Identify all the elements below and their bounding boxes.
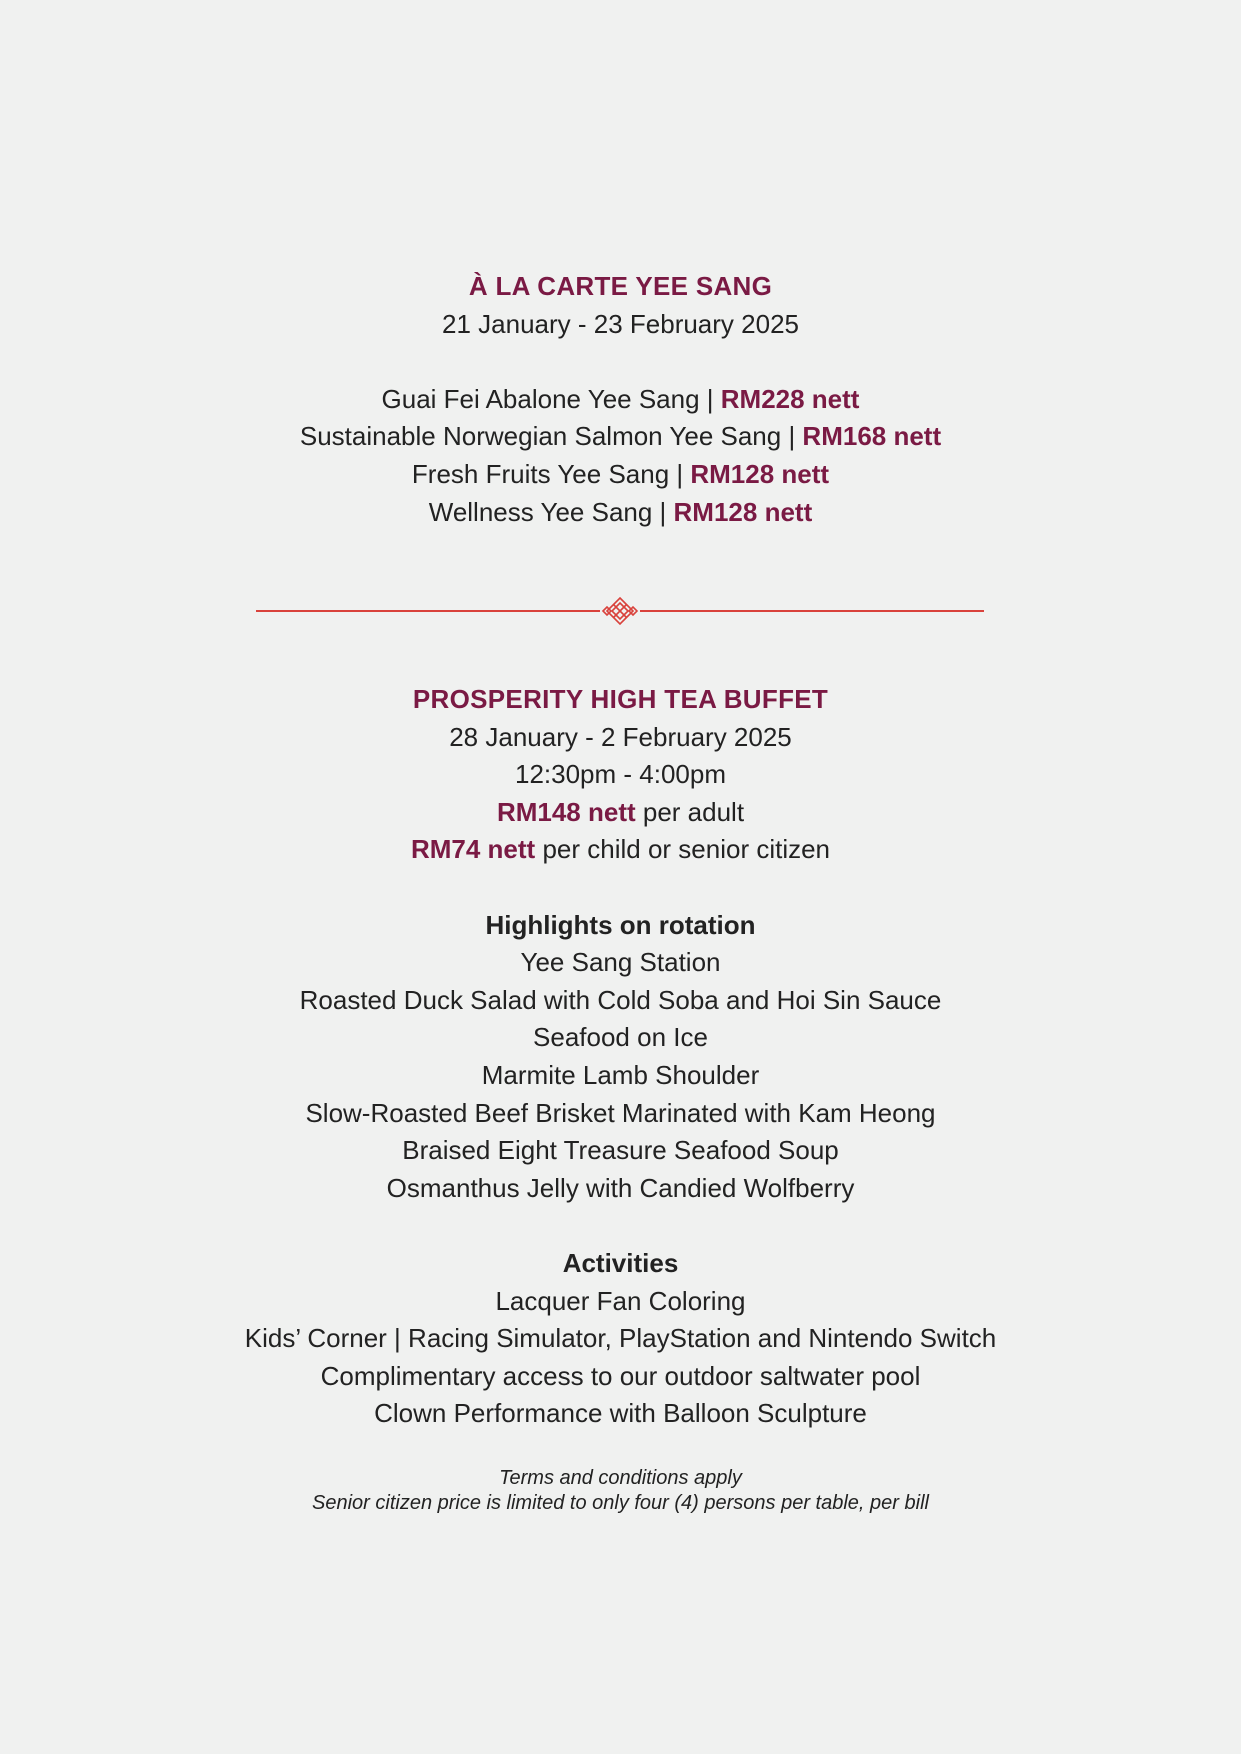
hightea-child-price xyxy=(0,831,1241,869)
price-suffix: per adult xyxy=(635,796,745,827)
activity-item: Complimentary access to our outdoor saltwater pool xyxy=(320,1360,921,1391)
highlight-item: Marmite Lamb Shoulder xyxy=(481,1059,760,1090)
price: RM148 nett xyxy=(496,796,636,827)
hightea-dates: 28 January - 2 February 2025 xyxy=(449,721,792,752)
hightea-time: 12:30pm - 4:00pm xyxy=(514,759,726,790)
item-price: RM228 nett xyxy=(720,383,860,414)
hightea-heading: PROSPERITY HIGH TEA BUFFET xyxy=(412,684,829,714)
price: RM74 nett xyxy=(410,834,536,865)
item-name: Sustainable Norwegian Salmon Yee Sang | xyxy=(299,421,803,452)
price-suffix: per child or senior citizen xyxy=(535,834,831,865)
highlight-item: Slow-Roasted Beef Brisket Marinated with Kam Heong xyxy=(305,1097,936,1128)
alacarte-item-fruits xyxy=(0,456,1241,494)
terms-section xyxy=(0,1466,1241,1516)
endless-knot-icon xyxy=(603,598,637,624)
alacarte-item-wellness xyxy=(0,494,1241,532)
highlight-item: Yee Sang Station xyxy=(520,947,721,978)
activity-item: Clown Performance with Balloon Sculpture xyxy=(374,1398,867,1429)
hightea-adult-price xyxy=(0,794,1241,832)
item-price: RM168 nett xyxy=(802,421,942,452)
terms-line: Terms and conditions apply xyxy=(499,1467,742,1489)
hightea-section xyxy=(0,681,1241,1433)
highlight-item: Seafood on Ice xyxy=(533,1022,708,1053)
highlight-item: Osmanthus Jelly with Candied Wolfberry xyxy=(386,1172,855,1203)
activity-item: Lacquer Fan Coloring xyxy=(495,1285,746,1316)
activity-item: Kids’ Corner | Racing Simulator, PlayStation and Nintendo Switch xyxy=(244,1323,997,1354)
alacarte-item-abalone xyxy=(0,381,1241,419)
activities-title: Activities xyxy=(562,1247,679,1278)
senior-limit-note: Senior citizen price is limited to only four (4) persons per table, per bill xyxy=(312,1492,929,1514)
highlight-item: Roasted Duck Salad with Cold Soba and Hoi Sin Sauce xyxy=(299,984,942,1015)
section-divider xyxy=(256,596,984,626)
alacarte-item-salmon xyxy=(0,418,1241,456)
item-name: Guai Fei Abalone Yee Sang | xyxy=(381,383,721,414)
item-price: RM128 nett xyxy=(690,458,830,489)
alacarte-heading: À LA CARTE YEE SANG xyxy=(468,271,773,301)
highlight-item: Braised Eight Treasure Seafood Soup xyxy=(402,1135,839,1166)
highlights-title: Highlights on rotation xyxy=(485,909,756,940)
item-price: RM128 nett xyxy=(673,496,813,527)
item-name: Fresh Fruits Yee Sang | xyxy=(411,458,691,489)
alacarte-dates: 21 January - 23 February 2025 xyxy=(442,308,799,339)
item-name: Wellness Yee Sang | xyxy=(428,496,674,527)
alacarte-section xyxy=(0,268,1241,531)
